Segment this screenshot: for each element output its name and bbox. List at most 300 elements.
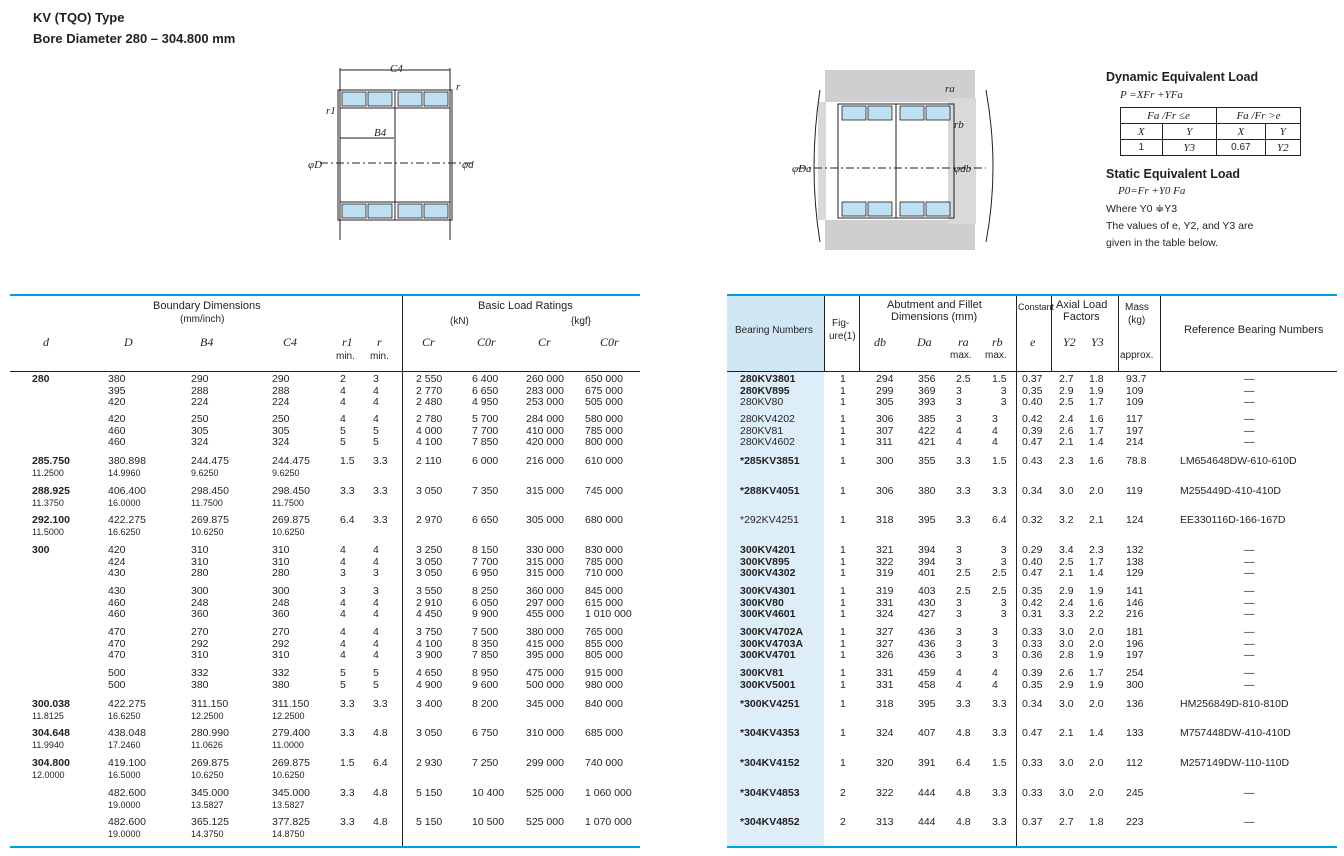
cell-B4: [191, 456, 229, 478]
cell-Da-value: 395: [918, 514, 936, 526]
cell-mass: [1126, 788, 1144, 800]
col-cr-kn: Cr: [422, 335, 435, 349]
abutment-heading-2: Dimensions (mm): [891, 311, 978, 323]
cell-r1-value: 4 4 3: [340, 544, 346, 579]
cell-C4-inch: 10.6250: [272, 526, 305, 537]
cell-y3-value: 2.3 1.7 1.4: [1089, 544, 1104, 579]
cell-bn: [740, 515, 799, 527]
abutment-diagram: [790, 70, 1000, 252]
col-rb-max: max.: [985, 350, 1007, 361]
cell-r-value: 4.8: [373, 727, 388, 739]
cell-cr: [416, 668, 442, 691]
cell-db-value: 319 331 324: [876, 585, 894, 620]
cell-crk-value: 475 000 500 000: [526, 667, 564, 691]
cell-ra: [956, 788, 971, 800]
cell-D: [108, 586, 126, 621]
cell-Da: [918, 545, 936, 580]
cell-d: [32, 728, 70, 750]
cell-y2-value: 2.7 2.9 2.5: [1059, 373, 1074, 408]
cell-ra: [956, 758, 971, 770]
cell-cor: [472, 456, 498, 468]
cell-Da: [918, 456, 936, 468]
cell-cork: [585, 728, 623, 740]
cell-d-value: 300.038: [32, 698, 70, 710]
cell-cor-value: 10 400: [472, 787, 505, 799]
cell-cor: [472, 668, 498, 691]
cell-crk: [526, 699, 564, 711]
cell-r: [373, 627, 379, 662]
col-d: d: [43, 335, 49, 349]
cell-cr: [416, 456, 442, 468]
cell-cor-value: 5 700 7 700 7 850: [472, 413, 499, 448]
cell-cork-value: 1 060 000: [585, 787, 632, 799]
cell-rb-value: 1.5 3 3: [992, 373, 1007, 408]
cell-db: [876, 668, 894, 691]
cell-fig: [840, 515, 846, 527]
cell-ref: [1180, 486, 1281, 498]
cell-D-value: 422.275: [108, 698, 146, 710]
cell-r1: [340, 414, 346, 449]
cell-r1: [340, 374, 346, 409]
cell-e: [1022, 414, 1042, 449]
cell-crk-value: 330 000 315 000 315 000: [526, 544, 564, 579]
table-bottom-rule-left: [10, 846, 640, 848]
col-e: e: [1030, 335, 1036, 349]
cell-cork-value: 580 000 785 000 800 000: [585, 413, 623, 448]
cell-cor-value: 8 250 6 050 9 900: [472, 585, 499, 620]
cell-cork: [585, 414, 623, 449]
cell-d: [32, 456, 70, 478]
cell-C4-value: 298.450: [272, 485, 310, 497]
cell-y3: [1089, 486, 1104, 498]
cell-C4: [272, 627, 290, 662]
cell-e: [1022, 668, 1042, 691]
cell-d-inch: 11.5000: [32, 526, 64, 537]
cell-bn: [740, 545, 795, 580]
header-rule-left: [10, 371, 640, 372]
cell-r1-value: 3.3: [340, 787, 355, 799]
cell-fig: [840, 486, 846, 498]
cell-rb: [992, 486, 1007, 498]
cell-ref-value: —: [1244, 816, 1255, 828]
cell-y3: [1089, 414, 1104, 449]
cell-y2: [1059, 374, 1074, 409]
cell-D-value: 438.048: [108, 727, 146, 739]
cell-B4-inch: 10.6250: [191, 769, 224, 780]
cell-e-value: 0.29 0.40 0.47: [1022, 544, 1043, 579]
cell-cr: [416, 374, 442, 409]
cell-y3-value: 1.9 1.6 2.2: [1089, 585, 1104, 620]
cell-Da-value: 436 436 436: [918, 626, 936, 661]
cell-y2: [1059, 627, 1074, 662]
cell-cr: [416, 515, 442, 527]
cell-cor-value: 8 950 9 600: [472, 667, 499, 691]
cell-y2-value: 2.9 2.4 3.3: [1059, 585, 1074, 620]
cell-bn-value: [740, 374, 795, 409]
cell-mass-value: 181 196 197: [1126, 626, 1144, 661]
label-phi-d: φd: [462, 159, 474, 171]
bearing-number: 280KV3801: [740, 373, 796, 385]
cell-fig: [840, 414, 846, 449]
cell-Da: [918, 668, 936, 691]
cell-crk-value: 305 000: [526, 514, 564, 526]
cell-e: [1022, 515, 1042, 527]
col-figure-1: Fig-: [832, 318, 850, 329]
cell-C4-value: 345.000: [272, 787, 310, 799]
cell-C4-value: 269.875: [272, 757, 310, 769]
cell-bn: [740, 374, 795, 409]
cell-mass-value: 223: [1126, 816, 1144, 828]
cell-r1-value: 4 5 5: [340, 413, 346, 448]
value-x2: 0.67: [1217, 140, 1266, 156]
cell-bn: [740, 627, 803, 662]
cell-rb-value: 2.5 3 3: [992, 585, 1007, 620]
cell-D: [108, 668, 126, 691]
cell-r-value: 4.8: [373, 816, 388, 828]
cell-e: [1022, 545, 1042, 580]
cell-B4: [191, 586, 209, 621]
cell-D-inch: 14.9960: [108, 467, 141, 478]
cell-crk-value: 360 000 297 000 455 000: [526, 585, 564, 620]
cell-cor-value: 7 250: [472, 757, 499, 769]
cell-crk: [526, 515, 564, 527]
cell-d-value: 300: [32, 544, 50, 556]
cell-rb: [992, 586, 1007, 621]
col-mass-unit: (kg): [1128, 315, 1146, 326]
cell-fig-value: 1: [840, 757, 846, 769]
cell-ra-value: 6.4: [956, 757, 971, 769]
cell-ref-value: EE330116D-166-167D: [1180, 514, 1286, 526]
cell-ref: [1180, 728, 1291, 740]
cell-db-value: 324: [876, 727, 894, 739]
cell-db-value: 320: [876, 757, 894, 769]
cell-ra: [956, 817, 971, 829]
cell-db: [876, 515, 894, 527]
col-B4: B4: [200, 335, 214, 349]
cell-y2-value: 3.0: [1059, 698, 1074, 710]
cell-y3-value: 1.8 1.9 1.7: [1089, 373, 1104, 408]
cell-mass-value: 93.7 109 109: [1126, 373, 1147, 408]
cell-crk-value: 299 000: [526, 757, 564, 769]
cell-r1: [340, 788, 355, 800]
cell-D: [108, 545, 126, 580]
cell-ref: [1180, 456, 1297, 468]
cell-D: [108, 374, 126, 409]
cell-bn: [740, 586, 795, 621]
cell-rb-value: 3.3: [992, 698, 1007, 710]
cell-ref-value: — — —: [1244, 544, 1255, 579]
cell-y3: [1089, 627, 1104, 662]
cell-fig-value: 1: [840, 455, 846, 467]
cell-y3-value: 1.4: [1089, 727, 1104, 739]
col-C4: C4: [283, 335, 298, 349]
cell-y2: [1059, 817, 1074, 829]
cell-C4: [272, 788, 310, 810]
cell-r-value: 3 4 4: [373, 373, 379, 408]
cell-e: [1022, 699, 1042, 711]
cell-C4-value: 269.875: [272, 514, 310, 526]
cell-y3-value: 2.0: [1089, 787, 1104, 799]
cell-rb-value: 3.3: [992, 485, 1007, 497]
cell-rb-value: 4 4: [992, 667, 998, 691]
cell-ra: [956, 486, 971, 498]
cell-cor: [472, 728, 498, 740]
cell-cr: [416, 728, 442, 740]
cell-C4: [272, 668, 290, 691]
cell-cr: [416, 627, 442, 662]
cell-Da-value: 355: [918, 455, 936, 467]
cell-e: [1022, 586, 1042, 621]
cell-D-inch: 16.5000: [108, 769, 141, 780]
col-Da: Da: [917, 335, 932, 349]
cell-y2: [1059, 668, 1074, 691]
cell-d: [32, 486, 70, 508]
cell-r: [373, 414, 379, 449]
cell-fig: [840, 456, 846, 468]
cell-y3-value: 1.6: [1089, 455, 1104, 467]
cell-r1: [340, 515, 355, 527]
cell-cr-value: 3 050: [416, 485, 443, 497]
cell-cor: [472, 545, 498, 580]
cell-Da: [918, 728, 936, 740]
cell-y3-value: 1.7 1.9: [1089, 667, 1104, 691]
col-cor-kn: C0r: [477, 335, 496, 349]
cell-fig: [840, 817, 846, 829]
cell-D-value: 482.600: [108, 816, 146, 828]
cell-rb: [992, 545, 1007, 580]
static-load-title: Static Equivalent Load: [1106, 167, 1241, 181]
col-mass: Mass: [1125, 302, 1149, 313]
cell-r: [373, 788, 388, 800]
cell-C4: [272, 817, 310, 839]
dynamic-formula: P =XFr +YFa: [1120, 89, 1183, 101]
cell-cr: [416, 586, 442, 621]
cell-bn: [740, 414, 795, 449]
cell-crk-value: 315 000: [526, 485, 564, 497]
cell-ra-value: 4.8: [956, 727, 971, 739]
cell-r: [373, 586, 379, 621]
cell-r-value: 3 4 4: [373, 585, 379, 620]
cell-crk: [526, 627, 564, 662]
label-rb: rb: [954, 119, 964, 131]
cell-r-value: 6.4: [373, 757, 388, 769]
cell-e: [1022, 456, 1042, 468]
cell-fig: [840, 758, 846, 770]
cell-crk: [526, 374, 564, 409]
label-r: r: [456, 81, 461, 93]
cell-cor: [472, 627, 498, 662]
cell-B4: [191, 486, 229, 508]
cell-cr: [416, 545, 442, 580]
divider-abutment: [859, 296, 860, 372]
cell-bn-value: *304KV4152: [740, 757, 800, 769]
cell-mass-value: 133: [1126, 727, 1144, 739]
cell-D-value: 420 424 430: [108, 544, 126, 579]
cell-fig: [840, 586, 846, 621]
cell-cork: [585, 699, 623, 711]
cell-D-value: 482.600: [108, 787, 146, 799]
load-factor-table: [1120, 107, 1301, 156]
cell-Da-value: 444: [918, 816, 936, 828]
cell-C4-value: 270 292 310: [272, 626, 290, 661]
static-note-1: The values of e, Y2, and Y3 are: [1106, 220, 1254, 232]
cell-cork: [585, 486, 623, 498]
cell-B4: [191, 817, 229, 839]
cell-y2-value: 3.0: [1059, 757, 1074, 769]
cell-bn-value: 300KV81 300KV5001: [740, 667, 796, 691]
cell-ra-value: 4 4: [956, 667, 962, 691]
cell-Da-value: 444: [918, 787, 936, 799]
label-r1: r1: [326, 105, 336, 117]
cell-crk: [526, 668, 564, 691]
cell-C4: [272, 515, 310, 537]
cell-C4-inch: 14.8750: [272, 828, 305, 839]
cell-ref: [1180, 414, 1255, 449]
cell-D-value: 430 460 460: [108, 585, 126, 620]
cell-r-value: 4 4 3: [373, 544, 379, 579]
cell-r-value: 3.3: [373, 698, 388, 710]
static-formula: P0=Fr +Y0 Fa: [1118, 185, 1186, 197]
cell-crk: [526, 414, 564, 449]
cell-rb-value: 3 3 3: [992, 626, 998, 661]
cell-cork-value: 830 000 785 000 710 000: [585, 544, 623, 579]
cell-d-value: 304.800: [32, 757, 70, 769]
cell-cr-value: 3 550 2 910 4 450: [416, 585, 443, 620]
cell-mass: [1126, 586, 1144, 621]
cell-cr-value: 2 780 4 000 4 100: [416, 413, 443, 448]
cell-rb-value: 3.3: [992, 727, 1007, 739]
cell-D-value: 380 395 420: [108, 373, 126, 408]
cell-db: [876, 728, 894, 740]
cell-y3: [1089, 545, 1104, 580]
cell-cor-value: 6 650: [472, 514, 499, 526]
cell-e-value: 0.42 0.39 0.47: [1022, 413, 1043, 448]
table-top-rule-left: [10, 294, 640, 296]
col-ra-max: max.: [950, 350, 972, 361]
cell-cor: [472, 486, 498, 498]
cell-e: [1022, 486, 1042, 498]
cell-C4: [272, 545, 290, 580]
cell-crk-value: 260 000 283 000 253 000: [526, 373, 564, 408]
cell-B4-value: 332 380: [191, 667, 209, 691]
cell-Da: [918, 486, 936, 498]
cell-B4: [191, 627, 209, 662]
cell-Da-value: 385 422 421: [918, 413, 936, 448]
cell-ra: [956, 627, 962, 662]
header-x2: X: [1217, 124, 1266, 140]
cell-rb: [992, 668, 998, 691]
cell-ref-value: — — —: [1244, 413, 1255, 448]
cell-y3: [1089, 728, 1104, 740]
cell-B4-value: 270 292 310: [191, 626, 209, 661]
cell-y3: [1089, 374, 1104, 409]
cell-ra-value: 4.8: [956, 816, 971, 828]
cell-bn-value: *304KV4353: [740, 727, 800, 739]
cell-ref-value: LM654648DW-610-610D: [1180, 455, 1297, 467]
cell-crk: [526, 728, 564, 740]
cell-y2: [1059, 728, 1074, 740]
divider-figure: [824, 296, 825, 372]
cell-mass: [1126, 374, 1146, 409]
cell-cork: [585, 374, 623, 409]
cell-Da-value: 407: [918, 727, 936, 739]
cell-C4-value: 279.400: [272, 727, 310, 739]
cell-ra: [956, 515, 971, 527]
cell-rb: [992, 456, 1007, 468]
cell-Da-value: 356 369 393: [918, 373, 936, 408]
col-cr-kgf: Cr: [538, 335, 551, 349]
cell-Da: [918, 414, 936, 449]
cell-fig-value: 1 1 1: [840, 585, 846, 620]
cell-bn: [740, 758, 800, 770]
value-y2: Y2: [1265, 140, 1300, 156]
cell-fig-value: 1 1 1: [840, 413, 846, 448]
cell-ra: [956, 668, 962, 691]
cell-db-value: 327 327 326: [876, 626, 894, 661]
cell-crk: [526, 486, 564, 498]
cell-r1-value: 5 5: [340, 667, 346, 691]
cell-ref: [1180, 374, 1255, 409]
cell-fig-value: 1 1 1: [840, 544, 846, 579]
cell-bn-value: 280KV4202 280KV81 280KV4602: [740, 413, 795, 448]
cell-C4: [272, 456, 310, 478]
cell-cr-value: 4 650 4 900: [416, 667, 443, 691]
cell-mass: [1126, 515, 1144, 527]
col-y2: Y2: [1063, 335, 1076, 349]
cell-B4: [191, 374, 209, 409]
cell-e-value: 0.34: [1022, 698, 1043, 710]
cell-rb: [992, 627, 998, 662]
bore-title: Bore Diameter 280 – 304.800 mm: [33, 31, 236, 46]
cell-C4: [272, 758, 310, 780]
cell-cor: [472, 515, 498, 527]
cell-e-value: 0.37: [1022, 816, 1043, 828]
cell-cork-value: 845 000 615 000 1 010 000: [585, 585, 632, 620]
cell-B4-value: 345.000: [191, 787, 229, 799]
cell-B4-inch: 13.5827: [191, 799, 224, 810]
cell-cork-value: 740 000: [585, 757, 623, 769]
cell-e: [1022, 817, 1042, 829]
cell-bn: [740, 699, 800, 711]
cell-crk-value: 380 000 415 000 395 000: [526, 626, 564, 661]
cell-y2: [1059, 586, 1074, 621]
cell-C4: [272, 414, 290, 449]
cell-B4-value: 298.450: [191, 485, 229, 497]
cell-cor-value: 6 400 6 650 4 950: [472, 373, 499, 408]
table-top-rule-right: [727, 294, 1337, 296]
cell-e-value: 0.33 0.33 0.36: [1022, 626, 1043, 661]
cell-B4: [191, 668, 209, 691]
bearing-number: 280KV80: [740, 396, 784, 408]
cell-B4-inch: 10.6250: [191, 526, 224, 537]
cell-ref-value: — — —: [1244, 626, 1255, 661]
col-r: r: [377, 335, 382, 349]
cell-y2: [1059, 414, 1074, 449]
cell-y3-value: 1.8: [1089, 816, 1104, 828]
cell-B4-value: 311.150: [191, 698, 229, 710]
cell-cork-value: 650 000 675 000 505 000: [585, 373, 623, 408]
static-load-section: [1106, 167, 1240, 181]
cell-C4-value: 377.825: [272, 816, 310, 828]
cell-D: [108, 627, 126, 662]
cell-cork: [585, 758, 623, 770]
cell-ra-value: 3.3: [956, 698, 971, 710]
value-x1: 1: [1121, 140, 1163, 156]
cell-ra-value: 3 4 4: [956, 413, 962, 448]
cell-e: [1022, 788, 1042, 800]
cell-D-value: 406.400: [108, 485, 146, 497]
divider-constant: [1016, 296, 1017, 846]
